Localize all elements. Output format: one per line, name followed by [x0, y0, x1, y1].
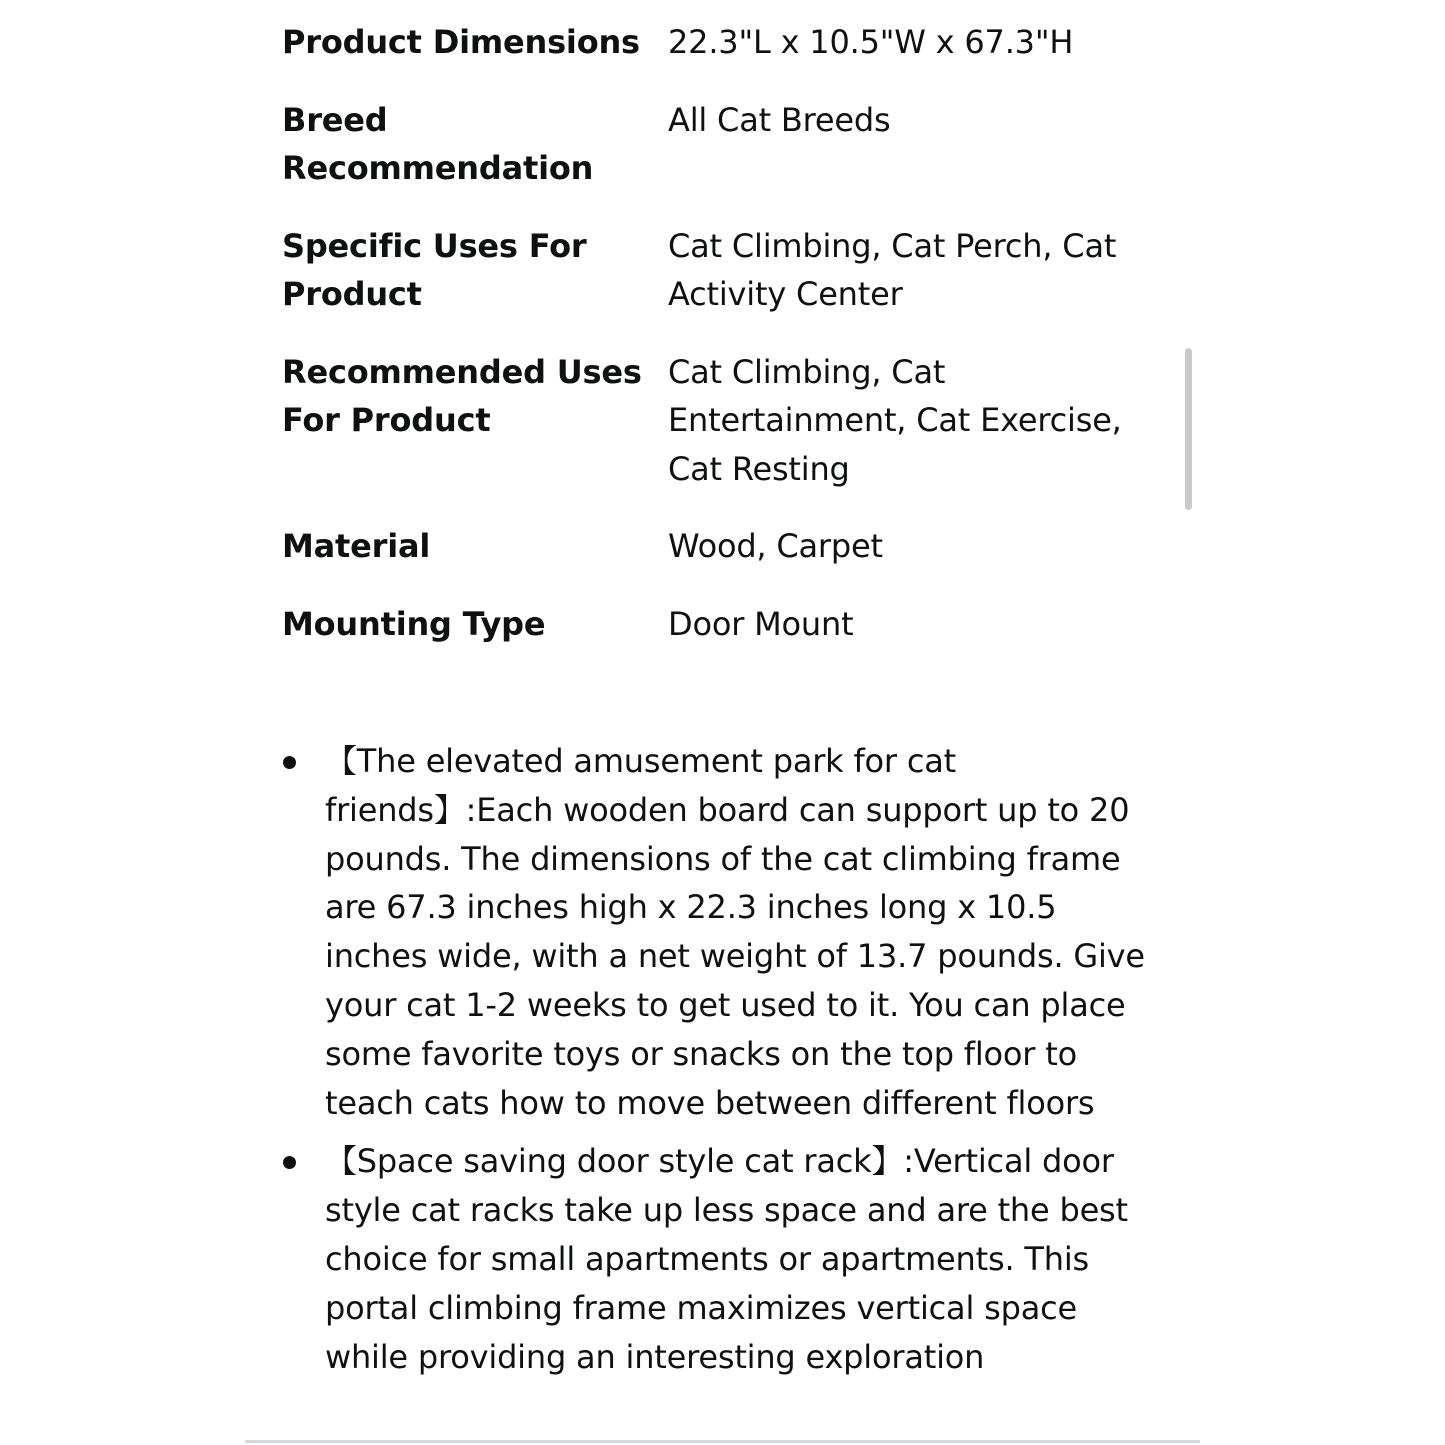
- product-details-screen: [245, 0, 1200, 1442]
- spec-value: Cat Climbing, Cat Entertainment, Cat Exercise, Cat Resting: [668, 352, 1122, 488]
- spec-value: Door Mount: [668, 604, 854, 643]
- spec-row: [282, 522, 1162, 571]
- bullet-text: 【Space saving door style cat rack】:Vertical door style cat racks take up less space and are the best choice for small apartments or apartments. This portal climbing frame maximizes vertical space while providing an interesting exploration: [325, 1142, 1128, 1376]
- list-item: [245, 1137, 1200, 1381]
- spec-value: Cat Climbing, Cat Perch, Cat Activity Center: [668, 226, 1117, 313]
- spec-value: 22.3"L x 10.5"W x 67.3"H: [668, 23, 1074, 61]
- spec-label: Breed Recommendation: [282, 100, 594, 187]
- bottom-divider: [245, 1440, 1200, 1443]
- bullet-icon: [283, 756, 296, 769]
- spec-row: [282, 600, 1162, 649]
- bullet-text: 【The elevated amusement park for cat friends】:Each wooden board can support up to 20 pounds. The dimensions of the cat climbing frame are 67.3 inches high x 22.3 inches long x 10.5 inches wide, with a net weight of 13.7 pounds. Give your cat 1-2 weeks to get used to it. You can place some favorite toys or snacks on the top floor to teach cats how to move between different floors: [325, 742, 1145, 1122]
- spec-label: Recommended Uses For Product: [282, 352, 642, 439]
- about-this-item-list: [245, 737, 1200, 1391]
- spec-label: Specific Uses For Product: [282, 226, 587, 313]
- spec-label: Material: [282, 527, 431, 565]
- spec-row: [282, 96, 1162, 193]
- spec-value: Wood, Carpet: [668, 527, 883, 565]
- spec-row: [282, 222, 1162, 319]
- spec-row: [282, 348, 1162, 494]
- product-specs-table: [282, 18, 1162, 677]
- spec-label: Product Dimensions: [282, 23, 640, 61]
- bullet-icon: [283, 1156, 296, 1169]
- spec-row: [282, 18, 1162, 67]
- spec-value: All Cat Breeds: [668, 100, 891, 139]
- spec-label: Mounting Type: [282, 604, 546, 643]
- list-item: [245, 737, 1200, 1127]
- scrollbar-thumb[interactable]: [1185, 348, 1192, 510]
